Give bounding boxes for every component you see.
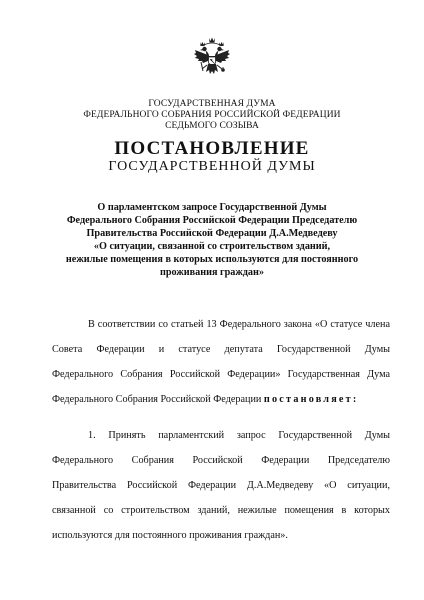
org-name-line-2: ФЕДЕРАЛЬНОГО СОБРАНИЯ РОССИЙСКОЙ ФЕДЕРАЦИИ	[83, 110, 341, 120]
preamble-line: Совета Федерации и статусе депутата Государственной Думы	[52, 344, 390, 355]
subject-line: «О ситуации, связанной со строительством зданий,	[93, 241, 331, 252]
preamble-text: Федерального Собрания Российской Федерации	[52, 394, 264, 405]
subject-line: О парламентском запросе Государственной Думы	[97, 202, 327, 213]
item-1-line: 1. Принять парламентский запрос Государственной Думы	[88, 430, 390, 441]
preamble-line	[52, 393, 390, 406]
document-subtitle: ГОСУДАРСТВЕННОЙ ДУМЫ	[108, 159, 316, 174]
subject-line: проживания граждан»	[159, 267, 264, 278]
item-1-line: связанной со строительством зданий, нежилые помещения в которых	[52, 505, 390, 516]
preamble-line: Федерального Собрания Российской Федерации» Государственная Дума	[52, 369, 390, 380]
item-1-line: Федерального Собрания Российской Федерации Председателю	[52, 455, 390, 466]
coat-of-arms-emblem-icon	[192, 36, 232, 84]
subject-line: Федерального Собрания Российской Федерации Председателю	[66, 215, 358, 226]
item-1-line: используются для постоянного проживания граждан».	[52, 530, 288, 541]
item-1-line: Правительства Российской Федерации Д.А.Медведеву «О ситуации,	[52, 480, 390, 491]
subject-line: Правительства Российской Федерации Д.А.Медведеву	[86, 228, 338, 239]
decree-word: постановляет:	[263, 394, 359, 405]
document-title: ПОСТАНОВЛЕНИЕ	[114, 138, 310, 159]
preamble-line: В соответствии со статьей 13 Федерального закона «О статусе члена	[88, 319, 390, 330]
double-headed-eagle-icon	[192, 36, 232, 84]
convocation-line: СЕДЬМОГО СОЗЫВА	[165, 121, 259, 131]
subject-line: нежилые помещения в которых используются для постоянного	[65, 254, 359, 265]
org-name-line-1: ГОСУДАРСТВЕННАЯ ДУМА	[148, 99, 276, 109]
